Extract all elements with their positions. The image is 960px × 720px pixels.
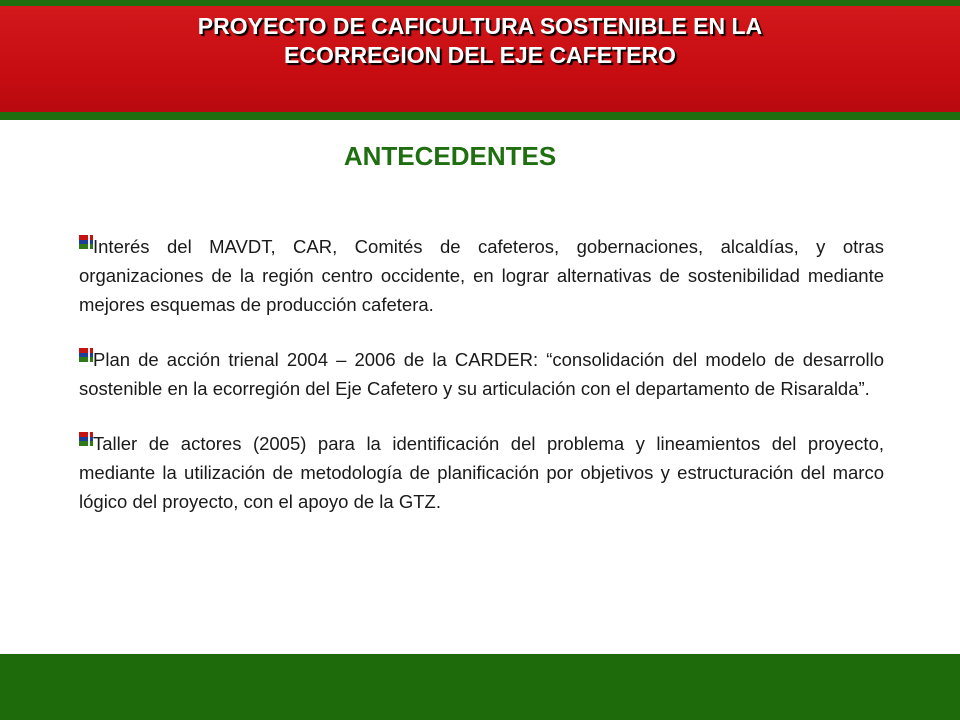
bullet-text: Plan de acción trienal 2004 – 2006 de la CARDER: “consolidación del modelo de desarrollo sostenible en la ecorregión del Eje Cafetero y su articulación con el departamento de Risaralda”. [79, 349, 884, 399]
flag-bullet-icon [79, 348, 93, 362]
flag-bullet-icon [79, 235, 93, 249]
slide-title-line-2: ECORREGION DEL EJE CAFETERO [284, 42, 676, 68]
section-title: ANTECEDENTES [343, 141, 557, 171]
bullet-text: Taller de actores (2005) para la identificación del problema y lineamientos del proyecto, mediante la utilización de metodología de planificación por objetivos y estructuración del marco lógico del proyecto, con el apoyo de la GTZ. [79, 433, 884, 512]
bullet-item [79, 345, 884, 403]
bullet-list [79, 232, 884, 542]
flag-bullet-icon [79, 432, 93, 446]
bullet-text: Interés del MAVDT, CAR, Comités de cafeteros, gobernaciones, alcaldías, y otras organizaciones de la región centro occidente, en lograr alternativas de sostenibilidad mediante mejores esquemas de producción cafetera. [79, 236, 884, 315]
header-green-rule [0, 112, 960, 120]
slide-title-line-1: PROYECTO DE CAFICULTURA SOSTENIBLE EN LA [197, 13, 763, 39]
footer-band [0, 654, 960, 720]
slide-title [0, 12, 960, 70]
bullet-item [79, 429, 884, 516]
bullet-item [79, 232, 884, 319]
